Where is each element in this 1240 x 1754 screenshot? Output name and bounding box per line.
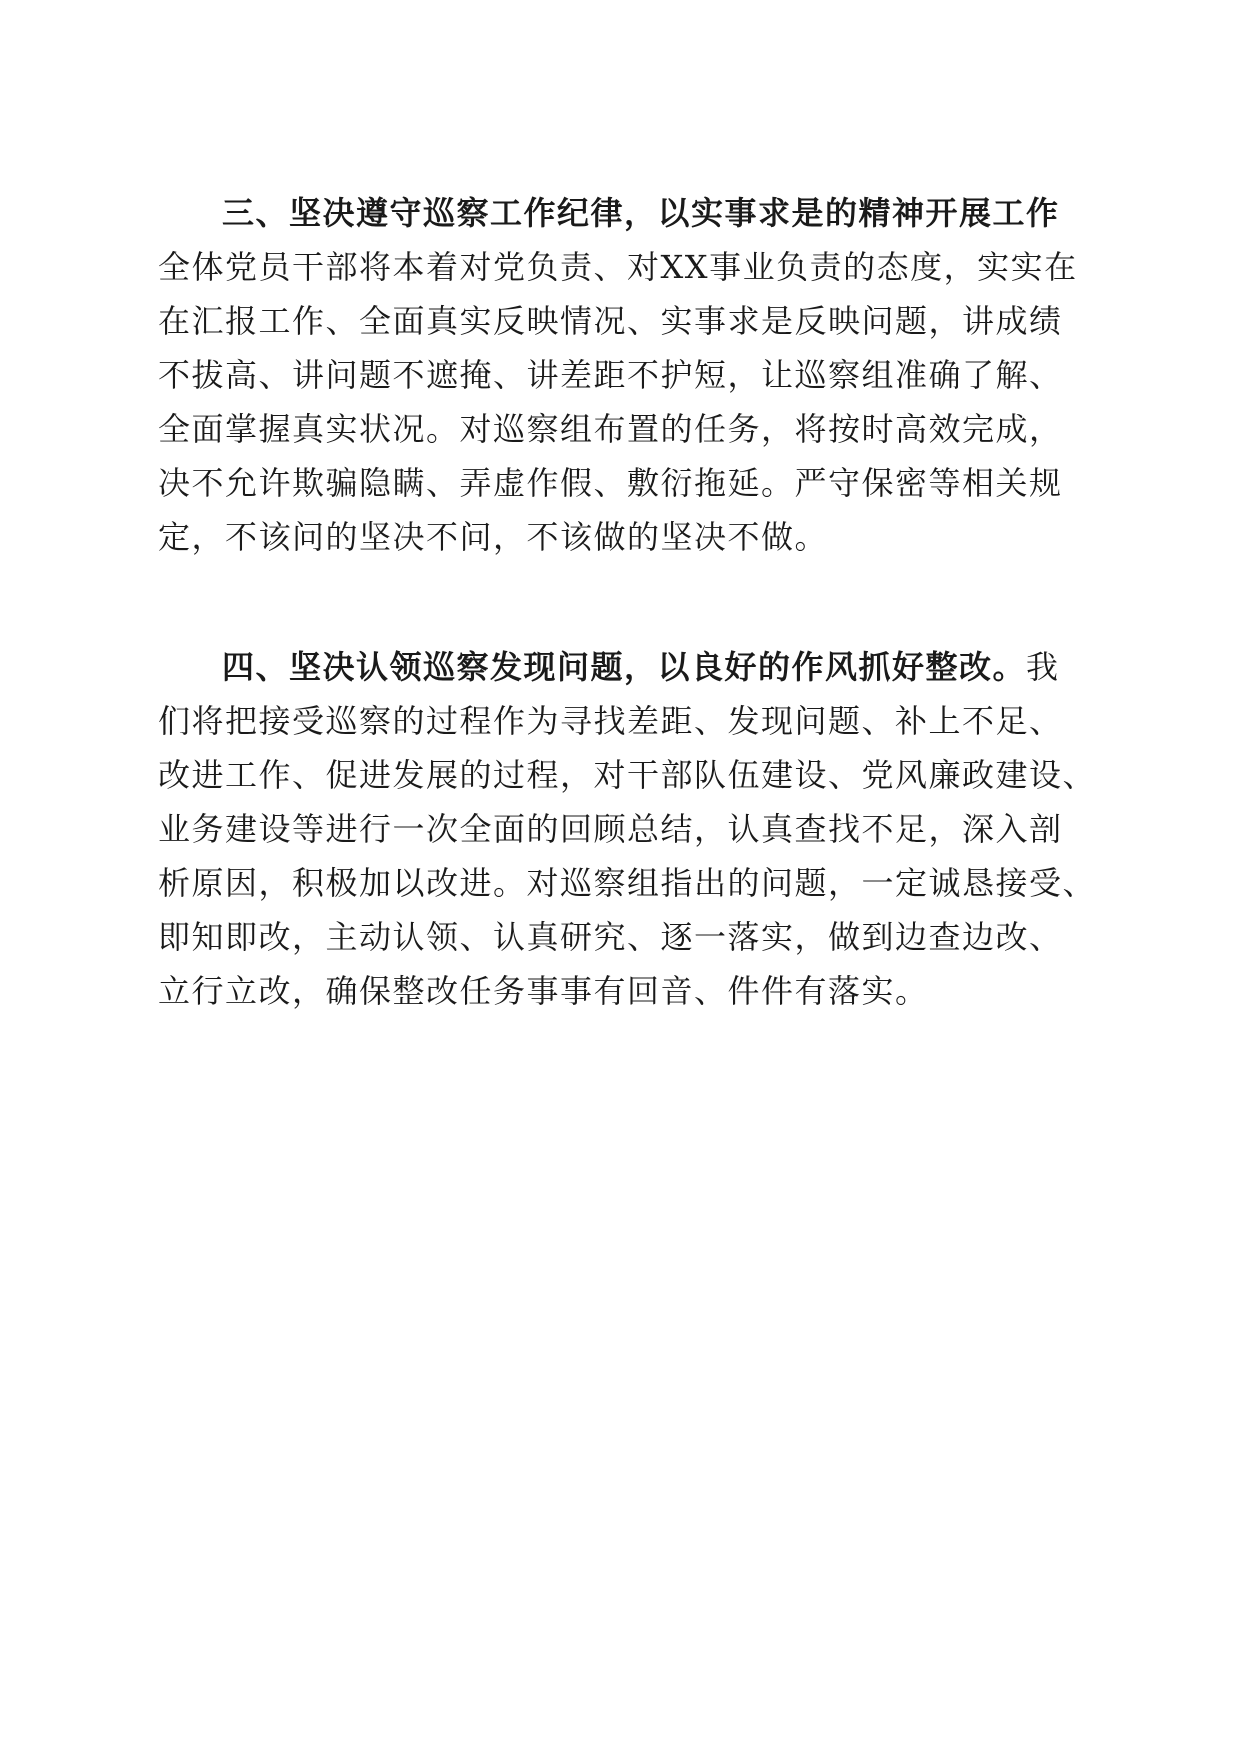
- section-3-line-5: 决不允许欺骗隐瞒、弄虚作假、敷衍拖延。严守保密等相关规: [158, 464, 1063, 502]
- section-3: [158, 186, 1098, 564]
- section-4-heading: 四、坚决认领巡察发现问题，以良好的作风抓好整改。: [222, 648, 1027, 686]
- section-3-line-1: 全体党员干部将本着对党负责、对XX事业负责的态度，实实在: [158, 248, 1078, 286]
- section-4-line-2: 改进工作、促进发展的过程，对干部队伍建设、党风廉政建设、: [158, 756, 1097, 794]
- section-4-line-3: 业务建设等进行一次全面的回顾总结，认真查找不足，深入剖: [158, 810, 1063, 848]
- section-3-line-4: 全面掌握真实状况。对巡察组布置的任务，将按时高效完成，: [158, 410, 1063, 448]
- section-4-line-4: 析原因，积极加以改进。对巡察组指出的问题，一定诚恳接受、: [158, 864, 1097, 902]
- section-4-line-6: 立行立改，确保整改任务事事有回音、件件有落实。: [158, 972, 929, 1010]
- section-3-line-3: 不拔高、讲问题不遮掩、讲差距不护短，让巡察组准确了解、: [158, 356, 1063, 394]
- section-4-first-line: [158, 640, 1098, 694]
- section-3-heading: 三、坚决遵守巡察工作纪律，以实事求是的精神开展工作: [222, 194, 1060, 232]
- section-4: [158, 640, 1098, 1018]
- section-4-line-5: 即知即改，主动认领、认真研究、逐一落实，做到边查边改、: [158, 918, 1063, 956]
- section-4-line-1: 们将把接受巡察的过程作为寻找差距、发现问题、补上不足、: [158, 702, 1063, 740]
- section-3-line-6: 定，不该问的坚决不问，不该做的坚决不做。: [158, 518, 829, 556]
- section-4-first-line-tail: 我: [1026, 648, 1060, 686]
- section-3-line-2: 在汇报工作、全面真实反映情况、实事求是反映问题，讲成绩: [158, 302, 1063, 340]
